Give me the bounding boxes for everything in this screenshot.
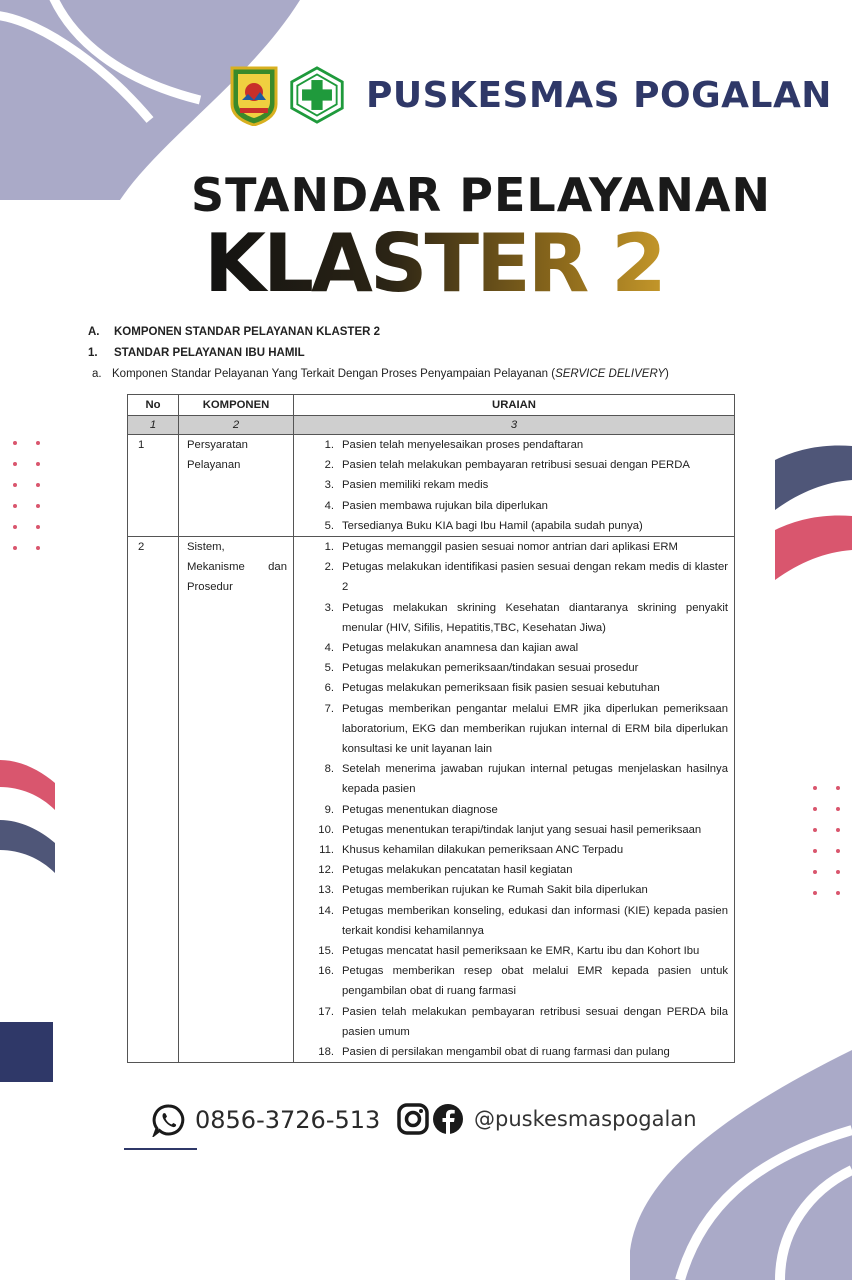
- komponen-line: Persyaratan: [187, 439, 248, 451]
- uraian-item: [294, 901, 728, 941]
- uraian-item: [294, 455, 728, 475]
- uraian-item: [294, 435, 728, 455]
- uraian-item-number: 1.: [324, 439, 334, 451]
- table-index-row: [128, 416, 735, 435]
- uraian-item-number: 15.: [318, 945, 334, 958]
- row-number: 2: [128, 537, 179, 1063]
- uraian-item: [294, 638, 728, 658]
- uraian-item: [294, 860, 728, 880]
- uraian-item: [294, 496, 728, 516]
- right-dots-decor: [810, 783, 850, 903]
- uraian-item-number: 2.: [324, 561, 334, 574]
- uraian-item-number: 3.: [324, 479, 334, 492]
- uraian-item-number: 18.: [318, 1046, 334, 1059]
- header-no: No: [128, 395, 179, 416]
- uraian-item-text: Petugas memberikan konseling, edukasi dan informasi (KIE) kepada pasien terkait kondisi kehamilannya: [342, 904, 728, 937]
- table-row: [128, 435, 735, 537]
- section-a-text: KOMPONEN STANDAR PELAYANAN KLASTER 2: [114, 326, 381, 338]
- social-contact: [397, 1103, 697, 1135]
- brand-header: [228, 62, 832, 128]
- row-uraian: [294, 435, 735, 537]
- brand-name: PUSKESMAS POGALAN: [366, 74, 832, 116]
- uraian-item-number: 1.: [324, 541, 334, 554]
- table-row: [128, 537, 735, 1063]
- subsection-a-number: a.: [92, 368, 102, 380]
- page-title: STANDAR PELAYANAN: [190, 168, 771, 222]
- uraian-item-number: 4.: [324, 499, 334, 512]
- uraian-item-number: 14.: [318, 904, 334, 917]
- phone-number: 0856-3726-513: [195, 1106, 381, 1134]
- uraian-item-text: Petugas melakukan anamnesa dan kajian awal: [342, 642, 579, 655]
- uraian-item-text: Pasien di persilakan mengambil obat di ruang farmasi dan pulang: [342, 1046, 670, 1059]
- uraian-item: [294, 475, 728, 495]
- uraian-item-text: Pasien membawa rujukan bila diperlukan: [342, 499, 548, 512]
- uraian-list: [294, 537, 734, 1062]
- uraian-item-number: 3.: [324, 601, 334, 614]
- section-1-heading: [88, 347, 305, 359]
- uraian-item: [294, 557, 728, 597]
- uraian-item: [294, 1042, 728, 1062]
- uraian-item-text: Pasien memiliki rekam medis: [342, 479, 489, 492]
- subsection-a-italic: SERVICE DELIVERY: [555, 368, 665, 380]
- uraian-item-text: Petugas menentukan diagnose: [342, 803, 498, 816]
- uraian-item: [294, 759, 728, 799]
- row-komponen: [179, 537, 294, 1063]
- komponen-line: Mekanisme dan: [187, 561, 287, 574]
- uraian-item-number: 10.: [318, 823, 334, 836]
- row-number: 1: [128, 435, 179, 537]
- social-handle: @puskesmaspogalan: [474, 1107, 697, 1131]
- uraian-item: [294, 961, 728, 1001]
- uraian-item-number: 11.: [319, 844, 334, 857]
- uraian-item-number: 13.: [318, 884, 334, 897]
- right-wave-decor: [775, 440, 852, 580]
- uraian-list: [294, 435, 734, 536]
- uraian-item-number: 6.: [324, 682, 334, 695]
- uraian-item-number: 5.: [324, 662, 334, 675]
- uraian-item-text: Setelah menerima jawaban rujukan internal petugas menjelaskan hasilnya kepada pasien: [342, 763, 728, 796]
- whatsapp-icon: [152, 1103, 186, 1137]
- uraian-item-text: Petugas memanggil pasien sesuai nomor antrian dari aplikasi ERM: [342, 541, 678, 554]
- uraian-item: [294, 678, 728, 698]
- uraian-item: [294, 537, 728, 557]
- section-a-number: A.: [88, 326, 100, 338]
- left-wave-decor: [0, 755, 55, 875]
- puskesmas-cross-logo: [288, 64, 346, 126]
- uraian-item-text: Khusus kehamilan dilakukan pemeriksaan ANC Terpadu: [342, 844, 624, 857]
- uraian-item: [294, 800, 728, 820]
- komponen-line: Sistem,: [187, 541, 225, 554]
- section-1-text: STANDAR PELAYANAN IBU HAMIL: [114, 347, 305, 359]
- phone-underline: [124, 1148, 197, 1150]
- uraian-item: [294, 840, 728, 860]
- index-cell: 2: [179, 416, 294, 435]
- komponen-line: Pelayanan: [187, 459, 241, 472]
- uraian-item: [294, 699, 728, 760]
- bottom-right-decor: [630, 1050, 852, 1280]
- uraian-item-number: 12.: [318, 864, 334, 877]
- uraian-item-text: Petugas melakukan skrining Kesehatan diantaranya skrining penyakit menular (HIV, Sifilis, Hepatitis,TBC, Kesehatan Jiwa): [342, 601, 728, 634]
- section-a-heading: [88, 326, 380, 338]
- table-header-row: [128, 395, 735, 416]
- left-dots-decor: [10, 438, 50, 558]
- uraian-item-text: Pasien telah menyelesaikan proses pendaftaran: [342, 439, 584, 451]
- service-standard-table: [127, 394, 735, 1063]
- instagram-icon: [397, 1103, 429, 1135]
- uraian-item-text: Petugas mencatat hasil pemeriksaan ke EMR, Kartu ibu dan Kohort Ibu: [342, 945, 700, 958]
- row-komponen: [179, 435, 294, 537]
- uraian-item-text: Pasien telah melakukan pembayaran retribusi sesuai dengan PERDA bila pasien umum: [342, 1005, 728, 1038]
- uraian-item-text: Petugas melakukan identifikasi pasien sesuai dengan rekam medis di klaster 2: [342, 561, 728, 594]
- uraian-item: [294, 658, 728, 678]
- uraian-item-number: 17.: [318, 1005, 334, 1018]
- uraian-item: [294, 516, 728, 536]
- index-cell: 3: [294, 416, 735, 435]
- komponen-line: Prosedur: [187, 581, 233, 594]
- uraian-item-text: Petugas memberikan rujukan ke Rumah Sakit bila diperlukan: [342, 884, 648, 897]
- header-uraian: URAIAN: [294, 395, 735, 416]
- uraian-item-text: Pasien telah melakukan pembayaran retribusi sesuai dengan PERDA: [342, 459, 690, 472]
- row-uraian: [294, 537, 735, 1063]
- uraian-item-text: Petugas menentukan terapi/tindak lanjut yang sesuai hasil pemeriksaan: [342, 823, 702, 836]
- uraian-item: [294, 820, 728, 840]
- uraian-item-number: 7.: [324, 702, 334, 715]
- uraian-item-number: 2.: [324, 459, 334, 472]
- uraian-item-text: Petugas memberikan pengantar melalui EMR jika diperlukan pemeriksaan laboratorium, EKG dan memberikan rujukan internal di ERM bila diperlukan konsultasi ke unit layanan lain: [342, 702, 728, 756]
- bottom-left-block-decor: [0, 1022, 53, 1082]
- subsection-a-close: ): [665, 368, 669, 380]
- subsection-a-text: Komponen Standar Pelayanan Yang Terkait Dengan Proses Penyampaian Pelayanan (: [112, 368, 556, 380]
- uraian-item-text: Petugas memberikan resep obat melalui EMR kepada pasien untuk pengambilan obat di ruang farmasi: [342, 965, 728, 998]
- section-1-number: 1.: [88, 347, 98, 359]
- index-cell: 1: [128, 416, 179, 435]
- uraian-item-number: 16.: [318, 965, 334, 978]
- uraian-item: [294, 1002, 728, 1042]
- uraian-item-number: 8.: [324, 763, 334, 776]
- uraian-item: [294, 941, 728, 961]
- uraian-item-text: Petugas melakukan pemeriksaan fisik pasien sesuai kebutuhan: [342, 682, 660, 695]
- uraian-item: [294, 598, 728, 638]
- facebook-icon: [432, 1103, 464, 1135]
- uraian-item-number: 9.: [324, 803, 334, 816]
- uraian-item-number: 4.: [324, 642, 334, 655]
- uraian-item-number: 5.: [324, 519, 334, 532]
- uraian-item: [294, 880, 728, 900]
- header-komponen: KOMPONEN: [179, 395, 294, 416]
- phone-contact: [152, 1103, 380, 1137]
- subsection-a-heading: [92, 368, 669, 380]
- uraian-item-text: Petugas melakukan pemeriksaan/tindakan sesuai prosedur: [342, 662, 639, 675]
- page-subtitle: KLASTER 2: [204, 217, 664, 310]
- uraian-item-text: Tersedianya Buku KIA bagi Ibu Hamil (apabila sudah punya): [342, 519, 643, 532]
- uraian-item-text: Petugas melakukan pencatatan hasil kegiatan: [342, 864, 573, 877]
- regency-emblem-logo: [228, 64, 280, 126]
